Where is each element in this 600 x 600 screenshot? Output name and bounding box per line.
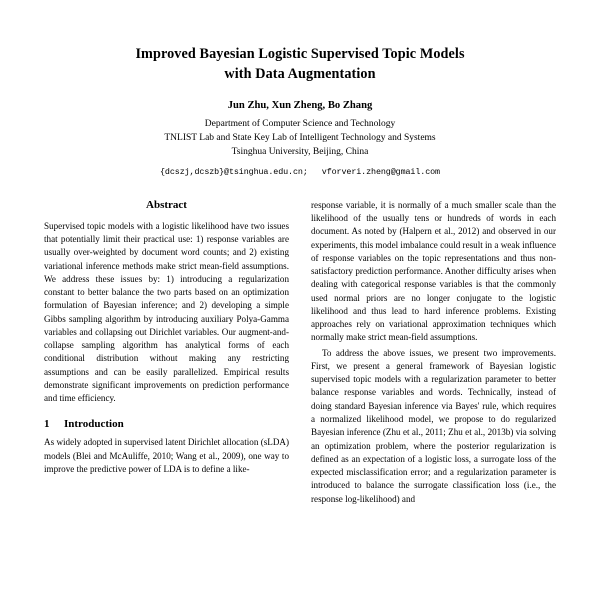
section-title: Introduction <box>64 418 124 431</box>
left-column <box>44 199 289 506</box>
email-right: vforveri.zheng@gmail.com <box>321 166 440 177</box>
affiliation-line-2: TNLIST Lab and State Key Lab of Intelligent Technology and Systems <box>164 133 436 144</box>
title-line-1: Improved Bayesian Logistic Supervised Topic Models <box>135 46 465 62</box>
email-block <box>62 167 538 177</box>
section1-paragraph-1: As widely adopted in supervised latent Dirichlet allocation (sLDA) models (Blei and McAuliffe, 2010; Wang et al., 2009), one way to improve the predictive power of LDA is to define a like- <box>44 437 289 475</box>
right-column <box>311 199 556 506</box>
email-left: {dcszj,dcszb}@tsinghua.edu.cn; <box>159 166 308 177</box>
right-paragraph-2: To address the above issues, we present two improvements. First, we present a general framework of Bayesian logistic supervised topic models with a regularization parameter to better balance response variables and words. Technically, instead of doing standard Bayesian inference via Bayes' rule, which requires a normalized likelihood model, we propose to do regularized Bayesian inference (Zhu et al., 2011; Zhu et al., 2013b) via solving an optimization problem, where the posterior regularization is defined as an expectation of a logistic loss, a surrogate loss of the expected misclassification error; and a regularization parameter is introduced to balance the surrogate classification loss (i.e., the response log-likelihood) and <box>311 347 556 504</box>
affiliation-line-1: Department of Computer Science and Technology <box>204 119 396 130</box>
affiliation-block <box>62 118 538 159</box>
section-number: 1 <box>44 418 50 431</box>
section-heading-introduction <box>44 418 289 430</box>
abstract-heading: Abstract <box>146 198 187 211</box>
paper-header <box>0 0 600 177</box>
right-paragraph-1: response variable, it is normally of a much smaller scale than the likelihood of the usually tens or hundreds of words in each document. As noted by (Halpern et al., 2012) and observed in our experiments, this model imbalance could result in a weak influence of response variables on the topic representations and thus non-satisfactory prediction performance. Another difficulty arises when dealing with categorical response variables is that the commonly used normal priors are no longer conjugate to the logistic likelihood and thus lead to hard inference problems. Existing approaches rely on variational approximation techniques which normally make strict mean-field assumptions. <box>311 199 556 343</box>
two-column-body <box>0 199 600 506</box>
title-line-2: with Data Augmentation <box>224 66 376 83</box>
abstract-text: Supervised topic models with a logistic likelihood have two issues that potentially limit their practical use: 1) response variables are usually over-weighted by document word counts; and 2) existing variational inference methods make strict mean-field assumptions. We address these issues by: 1) introducing a regularization constant to better balance the two parts based on an optimization formulation of Bayesian inference; and 2) developing a simple Gibbs sampling algorithm by introducing auxiliary Polya-Gamma variables and collapsing out Dirichlet variables. Our augment-and-collapse sampling algorithm has analytical forms of each conditional distribution without making any restricting assumptions and can be easily parallelized. Empirical results demonstrate significant improvements on prediction performance and time efficiency. <box>44 220 289 404</box>
page-title <box>62 44 538 84</box>
author-list: Jun Zhu, Xun Zheng, Bo Zhang <box>227 100 373 112</box>
affiliation-line-3: Tsinghua University, Beijing, China <box>231 147 369 158</box>
